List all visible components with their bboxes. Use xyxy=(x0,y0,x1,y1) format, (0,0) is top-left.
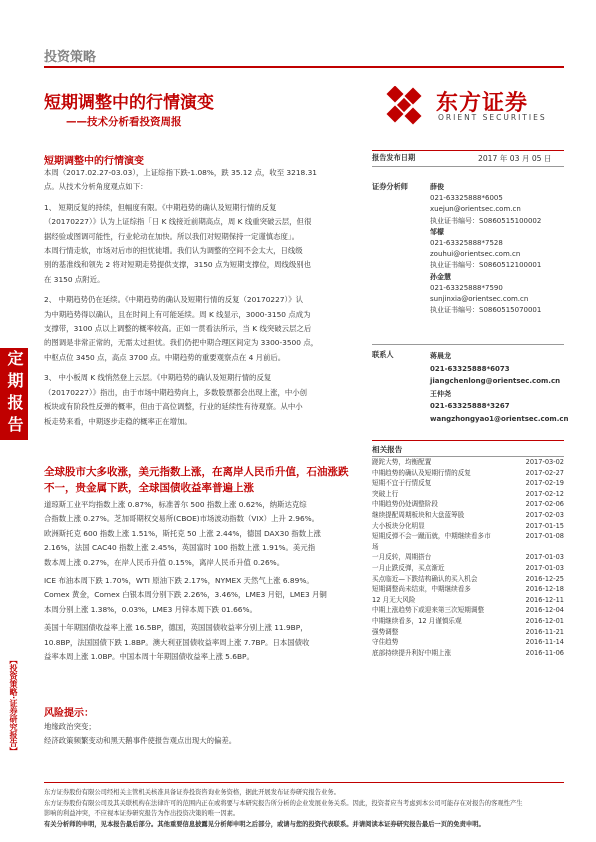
related-report-date: 2017-02-27 xyxy=(525,468,564,477)
text-line: 别的基准线和领先 2 将对短期走势提供支撑，3150 点为短期支撑位，周线级别也 xyxy=(44,260,312,270)
related-report-date: 2016-12-11 xyxy=(525,595,564,604)
related-report-date: 2017-02-12 xyxy=(525,489,564,498)
related-report-date: 2017-01-15 xyxy=(525,521,564,530)
section-header: 投资策略 xyxy=(44,50,97,65)
related-report-date: 2017-01-03 xyxy=(525,564,564,572)
related-report-title: 强势调整 xyxy=(372,627,399,636)
section2-body xyxy=(44,498,362,664)
heading-line: 不一，贵金属下跌，全球国债收益率普遍上涨 xyxy=(44,482,254,494)
divider xyxy=(372,150,564,151)
analyst-email[interactable]: sunjinxia@orientsec.com.cn xyxy=(430,295,529,304)
footer-divider xyxy=(44,782,564,783)
related-report-title: 一月反转，周期搭台 xyxy=(372,553,432,562)
divider xyxy=(372,166,564,167)
related-report-date: 2017-02-19 xyxy=(525,479,564,488)
text-line: 合指数上涨 0.27%。芝加哥期权交易所(CBOE)市场波动指数（VIX）上升 2.96%。 xyxy=(44,514,320,524)
footer-line: 东方证券股份有限公司经相关主管机关核准具备证券投资咨询业务资格，据此开展发布证券研究报告业务。 xyxy=(44,789,340,796)
text-line: 美国十年期国债收益率上涨 16.5BP，德国，英国国债收益率分别上涨 11.9BP， xyxy=(44,623,308,633)
text-line: 中枢点位 3450 点，高点 3700 点。中期趋势的重要观察点在 4 月前后。 xyxy=(44,352,286,362)
related-report-title: 底部持续提升利好中期上涨 xyxy=(372,648,452,657)
related-report-date: 2017-01-08 xyxy=(525,532,564,541)
text-line: 道琼斯工业平均指数上涨 0.87%，标准普尔 500 指数上涨 0.62%，纳斯达克综 xyxy=(44,500,307,509)
related-report-title: 12 月无大风险 xyxy=(372,595,416,604)
related-report-title: 中期继续看多，12 月谨慎乐观 xyxy=(372,617,462,625)
text-line: 在 3150 点附近。 xyxy=(44,274,105,284)
text-line: 2.16%，法国 CAC40 指数上涨 2.45%，英国富时 100 指数上涨 1.91%。美元指 xyxy=(44,543,316,553)
divider xyxy=(372,440,564,441)
analyst-list xyxy=(430,182,564,316)
side-caption: 【投资策略·证券研究报告】 xyxy=(9,656,18,756)
related-report-title: 蹉跎大势，均衡配置 xyxy=(372,458,432,466)
related-report-title: 一月止跌反弹，买点渐近 xyxy=(372,564,445,572)
footer-line: 东方证券股份有限公司及其关联机构在法律许可的范围内正在或将要与本研究报告所分析的企业发展业务关系。因此，投资者应当考虑到本公司可能存在对报告的客观性产生 xyxy=(44,799,523,807)
related-report-date: 2016-11-21 xyxy=(525,627,564,636)
contact-phone: 021-63325888*6073 xyxy=(430,364,510,373)
analyst-license: 执业证书编号：S0860515070001 xyxy=(430,306,542,315)
section1-heading: 短期调整中的行情演变 xyxy=(44,156,144,167)
risk-body xyxy=(44,720,362,749)
related-report-title: 短期反弹不会一蹴而就，中期继续看多市 xyxy=(372,532,491,541)
text-line: （20170227）》认为上证综指「日 K 线接近前期高点，周 K 线重突破云层，但很 xyxy=(44,217,312,227)
contact-email[interactable]: wangzhongyao1@orientsec.com.cn xyxy=(430,414,569,423)
analyst-name: 邹檬 xyxy=(430,227,444,236)
contact-email[interactable]: jiangchenlong@orientsec.com.cn xyxy=(430,377,561,386)
related-report-title: 继续提配周期板块和大盘蓝筹股 xyxy=(372,511,465,519)
report-title: 短期调整中的行情演变 xyxy=(44,93,214,113)
related-report-date: 2016-11-06 xyxy=(525,648,564,657)
text-line: 点。从技术分析角度观点如下： xyxy=(44,182,148,192)
related-report-title: 短期调整尚未结束，中期继续看多 xyxy=(372,585,471,594)
related-report-title: 中期上涨趋势下或迎来第三次短期调整 xyxy=(372,606,485,615)
related-report-date: 2017-03-02 xyxy=(525,458,564,466)
contact-name: 蒋晨龙 xyxy=(430,352,451,360)
text-line: 为中期趋势得以确认，且在时间上有可能延续。周 K 线显示，3000-3150 点成为 xyxy=(44,309,311,319)
related-report-title: 中期趋势的确认及短期行情的反复 xyxy=(372,468,471,477)
contact-label: 联系人 xyxy=(372,350,394,359)
analyst-license: 执业证书编号：S0860515100002 xyxy=(430,216,542,225)
text-line: 2、 中期趋势仍在延续。《中期趋势的确认及短期行情的反复（20170227）》认 xyxy=(44,295,303,305)
text-line: 益率本周上涨 1.0BP。中国本周十年期国债收益率上涨 5.6BP。 xyxy=(44,652,254,662)
related-report-title: 场 xyxy=(372,542,379,551)
related-report-date: 2016-11-14 xyxy=(525,638,564,647)
orient-logo-icon xyxy=(383,86,427,126)
report-date-value: 2017 年 03 月 05 日 xyxy=(478,154,552,163)
analyst-label: 证券分析师 xyxy=(372,182,408,191)
related-report-title: 短期不宜于行情反复 xyxy=(372,479,432,488)
analyst-email[interactable]: xuejun@orientsec.com.cn xyxy=(430,205,521,214)
footer-bold-line: 有关分析师的申明，见本报告最后部分。其他重要信息披露见分析师申明之后部分，或请与您的投资代表联系。并请阅读本证券研究报告最后一页的免责申明。 xyxy=(44,820,485,828)
text-line: 板走势来看，中期逐步走稳的概率正在增加。 xyxy=(44,416,192,426)
related-report-title: 中期趋势仍处调整阶段 xyxy=(372,500,438,509)
text-line: 的图调是非常正常的，无需太过担忧。我们仍把中期合理区间定为 3300-3500 点， xyxy=(44,338,319,348)
text-line: 本周行情走软，市场对后市的担忧徒增。我们认为调整的空间不会太大，日线级 xyxy=(44,246,303,256)
report-subtitle: ——技术分析看投资周报 xyxy=(66,116,182,128)
related-report-date: 2016-12-18 xyxy=(525,585,564,594)
text-line: 板块或有阶段性反弹的概率，但由于高位调整，行业的延续性有待观察。从中小 xyxy=(44,402,303,412)
related-report-title: 守住趋势 xyxy=(372,638,399,647)
related-report-date: 2016-12-01 xyxy=(525,617,564,625)
logo-text-cn: 东方证券 xyxy=(436,91,529,116)
footer-line: 影响的利益冲突，不应视本证券研究报告为作出投资决策的唯一因素。 xyxy=(44,810,240,817)
related-report-date: 2017-02-06 xyxy=(525,500,564,509)
text-line: 3、 中小板周 K 线悄然登上云层。《中期趋势的确认及短期行情的反复 xyxy=(44,373,272,383)
related-report-date: 2017-01-03 xyxy=(525,553,564,562)
text-line: 1、 短期反复的持续，但幅度有限。《中期趋势的确认及短期行情的反复 xyxy=(44,202,277,212)
text-line: 经济政策频繁变动和黑天鹅事件使报告观点出现大的偏差。 xyxy=(44,736,237,746)
text-line: Comex 黄金，Comex 白银本周分别下跌 2.26%，3.46%，LME3 月铝，LME3 月铜 xyxy=(44,590,327,600)
contact-phone: 021-63325888*3267 xyxy=(430,402,510,411)
analyst-phone: 021-63325888*7590 xyxy=(430,283,503,292)
related-report-title: 大小板块分化明显 xyxy=(372,521,425,530)
text-line: ICE 布油本周下跌 1.70%，WTI 原油下跌 2.17%，NYMEX 天然气上涨 6.89%。 xyxy=(44,576,314,586)
header-divider xyxy=(44,66,564,68)
text-line: 欧洲斯托克 600 指数上涨 1.51%，斯托克 50 上涨 2.44%，德国 DAX30 指数上涨 xyxy=(44,528,321,538)
contact-list xyxy=(430,350,569,426)
analyst-phone: 021-63325888*7528 xyxy=(430,239,503,248)
disclaimer xyxy=(44,788,564,830)
related-heading: 相关报告 xyxy=(372,445,403,454)
related-report-title: 买点临近—下跌结构确认的买入机会 xyxy=(372,574,478,583)
text-line: 本周（2017.02.27-03.03），上证综指下跌-1.08%，跌 35.12 点，收至 3218.31 xyxy=(44,168,317,177)
analyst-name: 孙金慧 xyxy=(430,272,451,281)
analyst-phone: 021-63325888*6005 xyxy=(430,194,503,203)
analyst-license: 执业证书编号：S0860512100001 xyxy=(430,261,542,270)
text-line: 本周分别上涨 1.38%，0.03%，LME3 月锌本周下跌 01.66%。 xyxy=(44,604,257,614)
text-line: 10.8BP，法国国债下跌 1.8BP。澳大利亚国债收益率周上涨 7.7BP。日本国债收 xyxy=(44,637,310,647)
side-tab: 定期报告 xyxy=(0,348,28,440)
text-line: （20170227）》指出，由于市场中期趋势向上，多数股票都会出现上涨，中小创 xyxy=(44,387,308,397)
related-report-title: 突破上行 xyxy=(372,489,399,498)
divider xyxy=(372,456,564,457)
related-report-date: 2016-12-04 xyxy=(525,606,564,615)
analyst-email[interactable]: zouhui@orientsec.com.cn xyxy=(430,250,521,259)
logo-text-en: ORIENT SECURITIES xyxy=(438,113,547,122)
contact-name: 王仲尧 xyxy=(430,389,451,398)
related-report-date: 2016-12-25 xyxy=(525,574,564,583)
heading-line: 全球股市大多收涨，美元指数上涨，在离岸人民币升值，石油涨跌 xyxy=(44,466,349,478)
section2-heading xyxy=(44,464,362,496)
section1-body xyxy=(44,166,362,429)
analyst-name: 薛俊 xyxy=(430,183,444,191)
text-line: 据经验或图调可能性，行业轮动在加快。所以我们对短期保持一定谨慎态度」。 xyxy=(44,231,299,241)
text-line: 支撑带，3100 点以上调整的概率较高。正如一贯看法所示，当 K 线突破云层之后 xyxy=(44,324,312,334)
text-line: 数本周上涨 0.27%，在岸人民币升值 0.15%，离岸人民币升值 0.26%。 xyxy=(44,557,285,567)
related-report-date: 2017-02-03 xyxy=(525,511,564,519)
report-date-label: 报告发布日期 xyxy=(372,153,416,162)
risk-heading: 风险提示： xyxy=(44,708,94,719)
divider xyxy=(372,344,564,345)
text-line: 地缘政治突变； xyxy=(44,722,96,731)
